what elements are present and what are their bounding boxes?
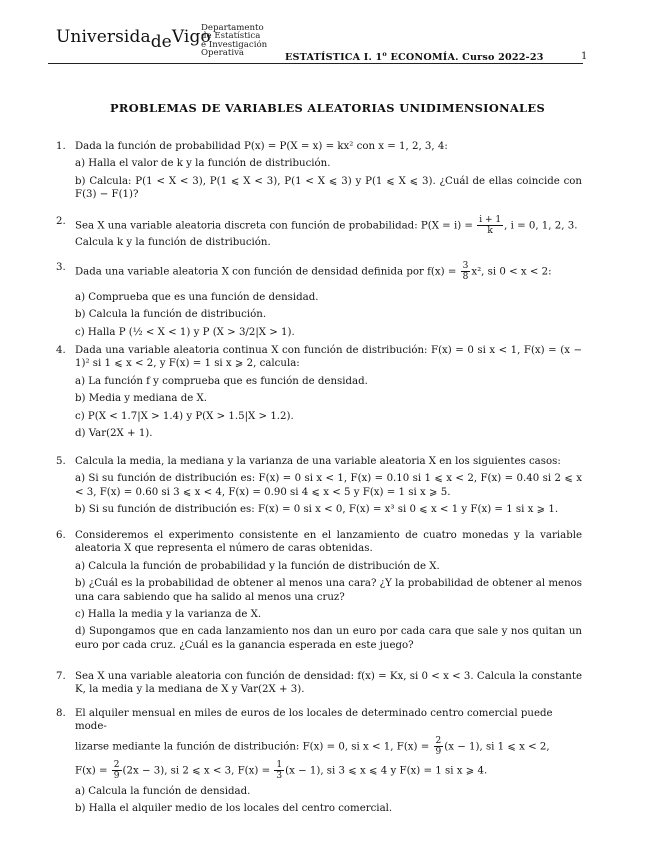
problem-statement-cont: Calcula k y la función de distribución. bbox=[75, 237, 271, 248]
problem-part-b: b) Media y mediana de X. bbox=[75, 393, 207, 405]
problem-number: 4. bbox=[56, 345, 66, 356]
problem-part-a: a) Comprueba que es una función de densidad. bbox=[75, 292, 319, 303]
problem-part-b: b) ¿Cuál es la probabilidad de obtener al menos una cara? ¿Y la probabilidad de obtener al menos una cara sabiendo que ha salido al menos una cruz? bbox=[75, 578, 582, 603]
fraction: $\frac{2}{9}$ bbox=[113, 759, 120, 781]
problem-number: 7. bbox=[56, 671, 66, 682]
problem-part-d: d) Var(2X + 1). bbox=[75, 428, 153, 440]
problem-number: 2. bbox=[56, 216, 66, 227]
problem-part-b: b) Calcula: P(1 < X < 3), P(1 ⩽ X < 3), P(1 < X ⩽ 3) y P(1 ⩽ X ⩽ 3). ¿Cuál de ellas coincide con F(3) − F(1)? bbox=[75, 175, 582, 201]
problem-number: 5. bbox=[56, 456, 66, 467]
problem-part-b: b) Halla el alquiler medio de los locales del centro comercial. bbox=[75, 803, 393, 815]
problem-number: 6. bbox=[56, 530, 66, 541]
problem-statement: Dada la función de probabilidad P(x) = P(X = x) = kx² con x = 1, 2, 3, 4: bbox=[75, 141, 448, 152]
header-divider bbox=[48, 63, 583, 64]
problem-part-c: c) Halla P (½ < X < 1) y P (X > 3/2|X > 1). bbox=[75, 326, 295, 338]
problem-4 bbox=[56, 344, 582, 440]
fraction: $\frac{3}{8}$ bbox=[462, 261, 469, 282]
fraction: $\frac{2}{9}$ bbox=[435, 735, 442, 757]
problem-part-a: a) Si su función de distribución es: F(x) = 0 si x < 1, F(x) = 0.10 si 1 ⩽ x < 2, F(x) = 0.40 si 2 ⩽ x < 3, F(x) = 0.60 si 3 ⩽ x < 4, F(x) = 0.90 si 4 ⩽ x < 5 y F(x) = 1 si x ⩾ 5. bbox=[75, 473, 582, 498]
department-name: Departamento de Estatística e Investigación Operativa bbox=[201, 23, 268, 59]
problem-part-d: d) Supongamos que en cada lanzamiento nos dan un euro por cada cara que sale y nos quitan un euro por cada cruz. ¿Cuál es la ganancia esperada en este juego? bbox=[75, 626, 582, 651]
problem-2 bbox=[56, 215, 582, 249]
problem-statement: Dada una variable aleatoria X con función de densidad definida por f(x) = $\frac{3}{8}$ x², si 0 < x < 2: bbox=[75, 261, 552, 282]
problem-part-a: a) Halla el valor de k y la función de distribución. bbox=[75, 158, 331, 170]
problem-part-a: a) Calcula la función de densidad. bbox=[75, 785, 251, 797]
problem-statement-line3: F(x) = $\frac{2}{9}$ (2x − 3), si 2 ⩽ x < 3, F(x) = $\frac{1}{3}$ (x − 1), si 3 ⩽ x ⩽ 4 y F(x) = 1 si x ⩾ 4. bbox=[75, 759, 488, 781]
problem-number: 1. bbox=[56, 141, 66, 152]
problem-number: 8. bbox=[56, 708, 66, 719]
page-header bbox=[56, 23, 588, 64]
problem-1 bbox=[56, 140, 582, 202]
problem-part-a: a) Calcula la función de probabilidad y la función de distribución de X. bbox=[75, 560, 440, 572]
problem-statement: Consideremos el experimento consistente en el lanzamiento de cuatro monedas y la variable aleatoria X que representa el número de caras obtenidas. bbox=[75, 530, 582, 555]
problem-statement: Sea X una variable aleatoria discreta con función de probabilidad: P(X = i) = $\frac{i + 1}{k}$ , i = 0, 1, 2, 3. bbox=[75, 215, 578, 236]
problem-5 bbox=[56, 455, 582, 517]
page-number: 1 bbox=[581, 51, 588, 62]
problem-statement: El alquiler mensual en miles de euros de los locales de determinado centro comercial puede mode- bbox=[75, 708, 553, 733]
problem-statement-line2: lizarse mediante la función de distribución: F(x) = 0, si x < 1, F(x) = $\frac{2}{9}$ (x − 1), si 1 ⩽ x < 2, bbox=[75, 735, 550, 757]
problem-part-b: b) Si su función de distribución es: F(x) = 0 si x < 0, F(x) = x³ si 0 ⩽ x < 1 y F(x) = 1 si x ⩾ 1. bbox=[75, 504, 559, 516]
problem-statement: Calcula la media, la mediana y la varianza de una variable aleatoria X en los siguientes casos: bbox=[75, 456, 561, 467]
problem-part-a: a) La función f y comprueba que es función de densidad. bbox=[75, 375, 368, 387]
course-title: ESTATÍSTICA I. 1$^o$ ECONOMÍA. Curso 2022-23 bbox=[285, 50, 544, 64]
problem-statement: Dada una variable aleatoria continua X con función de distribución: F(x) = 0 si x < 1, F(x) = (x − 1)² si 1 ⩽ x < 2, y F(x) = 1 si x ⩾ 2, calcula: bbox=[75, 345, 582, 370]
problem-statement: Sea X una variable aleatoria con función de densidad: f(x) = Kx, si 0 < x < 3. Calcula la constante K, la media y la mediana de X y Var(2X + 3). bbox=[75, 671, 582, 696]
problem-part-c: c) Halla la media y la varianza de X. bbox=[75, 609, 262, 621]
problem-8 bbox=[56, 707, 582, 816]
problem-7 bbox=[56, 670, 582, 697]
problem-6 bbox=[56, 529, 582, 652]
problem-part-c: c) P(X < 1.7|X > 1.4) y P(X > 1.5|X > 1.2). bbox=[75, 410, 294, 422]
problem-number: 3. bbox=[56, 262, 66, 273]
fraction: $\frac{1}{3}$ bbox=[276, 759, 283, 781]
problem-part-b: b) Calcula la función de distribución. bbox=[75, 309, 267, 321]
page-title: PROBLEMAS DE VARIABLES ALEATORIAS UNIDIMENSIONALES bbox=[109, 101, 546, 115]
university-logo: UniversidadeVigo bbox=[56, 27, 211, 52]
problem-3 bbox=[56, 261, 582, 339]
fraction: $\frac{i + 1}{k}$ bbox=[479, 215, 502, 236]
